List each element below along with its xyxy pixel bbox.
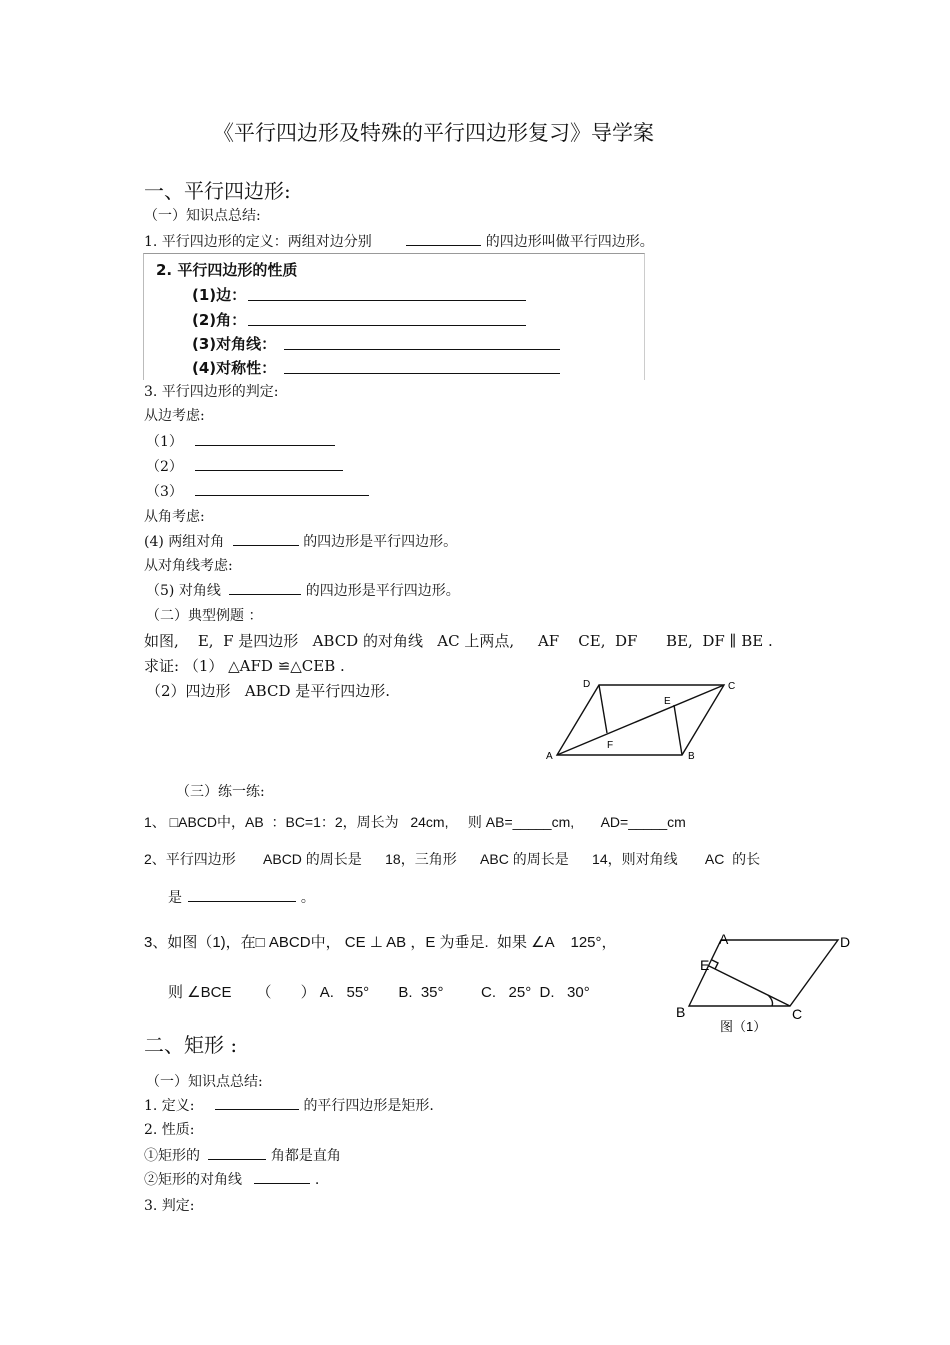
definition-line xyxy=(144,231,654,251)
definition-suffix: 的平行四边形是矩形. xyxy=(303,1098,434,1114)
example-statement: 如图, E, F 是四边形 ABCD 的对角线 AC 上两点, AF CE, DF BE, DF ∥ BE . xyxy=(144,632,773,650)
side-item-3 xyxy=(146,481,369,501)
from-side-label: 从边考虑: xyxy=(144,408,205,424)
label-f: F xyxy=(607,740,614,751)
subsection-example: （二）典型例题 ： xyxy=(146,608,263,624)
rect-properties-title: 2. 性质: xyxy=(144,1122,195,1138)
side-item-number: （1） xyxy=(146,434,183,450)
angle-criterion xyxy=(144,531,457,551)
property-prefix: ②矩形的对角线 xyxy=(144,1172,242,1188)
segment-be xyxy=(674,705,682,755)
property-prefix: ①矩形的 xyxy=(144,1148,200,1164)
exercise-2-answer xyxy=(168,887,315,907)
property-suffix: 角都是直角 xyxy=(270,1148,341,1164)
example-proof-2: （2）四边形 ABCD 是平行四边形. xyxy=(146,682,391,700)
diagonal-ac xyxy=(557,685,724,755)
rect-judgement-title: 3. 判定: xyxy=(144,1198,195,1214)
label-c: C xyxy=(728,681,736,692)
side-item-1 xyxy=(146,431,335,451)
answer-prefix: 是 xyxy=(168,890,182,906)
blank-field[interactable] xyxy=(195,481,369,496)
property-item: (3)对角线： xyxy=(192,335,277,353)
label-d: D xyxy=(840,934,851,950)
parallelogram-abcd xyxy=(689,940,838,1006)
label-a: A xyxy=(546,751,553,762)
exercise-1: 1、 □ABCD中，AB ：BC=1：2，周长为 24cm, 则 AB=_____cm, AD=_____cm xyxy=(144,814,686,830)
label-e: E xyxy=(664,696,671,707)
subsection-knowledge-summary: （一）知识点总结: xyxy=(144,208,261,224)
subsection-rect-summary: （一）知识点总结: xyxy=(146,1074,263,1090)
answer-suffix: 。 xyxy=(300,890,315,906)
definition-prefix: 1. 定义: xyxy=(144,1098,195,1114)
from-diagonal-label: 从对角线考虑: xyxy=(144,558,233,574)
blank-field[interactable] xyxy=(284,373,560,374)
blank-field[interactable] xyxy=(215,1095,299,1110)
property-item: (1)边： xyxy=(192,286,247,304)
rect-property-2 xyxy=(144,1169,319,1189)
exercise-3: 3、如图（1)，在□ ABCD中， CE ⊥ AB ，E 为垂足. 如果 ∠A 125°， xyxy=(144,934,617,951)
judgement-title: 3. 平行四边形的判定: xyxy=(144,384,279,400)
rect-property-1 xyxy=(144,1145,341,1165)
segment-ce xyxy=(709,966,790,1006)
label-b: B xyxy=(688,751,695,762)
properties-box xyxy=(143,253,645,380)
example-proof-1: 求证: （1） △AFD ≌△CEB . xyxy=(144,657,345,675)
blank-field[interactable] xyxy=(284,349,560,350)
side-item-number: （2） xyxy=(146,459,183,475)
figure-caption: 图（1） xyxy=(720,1019,767,1034)
blank-field[interactable] xyxy=(254,1169,310,1184)
properties-title: 2. 平行四边形的性质 xyxy=(156,261,298,279)
blank-field[interactable] xyxy=(208,1145,266,1160)
side-item-2 xyxy=(146,456,343,476)
diagonal-criterion xyxy=(146,580,460,600)
section-heading-rectangle: 二、矩形 : xyxy=(144,1033,238,1057)
section-heading-parallelogram: 一、平行四边形: xyxy=(144,179,291,203)
definition-suffix: 的四边形叫做平行四边形。 xyxy=(485,234,654,250)
diagonal-prefix: （5) 对角线 xyxy=(146,583,221,599)
label-c: C xyxy=(792,1006,803,1022)
label-e: E xyxy=(700,957,710,973)
document-title: 《平行四边形及特殊的平行四边形复习》导学案 xyxy=(213,121,654,145)
definition-prefix: 1. 平行四边形的定义：两组对边分别 xyxy=(144,234,372,250)
subsection-practice: （三）练一练: xyxy=(176,784,265,800)
blank-field[interactable] xyxy=(195,456,343,471)
label-b: B xyxy=(676,1004,686,1020)
rect-definition xyxy=(144,1095,434,1115)
side-item-number: （3） xyxy=(146,484,183,500)
label-d: D xyxy=(583,679,591,690)
blank-field[interactable] xyxy=(195,431,335,446)
from-angle-label: 从角考虑: xyxy=(144,509,205,525)
blank-field[interactable] xyxy=(229,580,301,595)
blank-field[interactable] xyxy=(248,300,526,301)
blank-field[interactable] xyxy=(188,887,296,902)
property-item: (2)角： xyxy=(192,311,247,329)
blank-field[interactable] xyxy=(233,531,299,546)
angle-suffix: 的四边形是平行四边形。 xyxy=(303,534,458,550)
blank-field[interactable] xyxy=(406,231,481,246)
diagonal-suffix: 的四边形是平行四边形。 xyxy=(305,583,460,599)
blank-field[interactable] xyxy=(248,325,526,326)
example-figure xyxy=(540,675,750,765)
figure-1 xyxy=(668,928,858,1038)
label-a: A xyxy=(719,931,729,947)
segment-df xyxy=(599,685,607,733)
exercise-3-options: 则 ∠BCE （ ） A. 55° B. 35° C. 25° D. 30° xyxy=(168,984,590,1001)
angle-prefix: (4) 两组对角 xyxy=(144,534,225,550)
exercise-2: 2、平行四边形 ABCD 的周长是 18，三角形 ABC 的周长是 14，则对角线 AC 的长 xyxy=(144,851,761,867)
property-suffix: . xyxy=(314,1172,320,1188)
property-item: (4)对称性： xyxy=(192,359,277,377)
